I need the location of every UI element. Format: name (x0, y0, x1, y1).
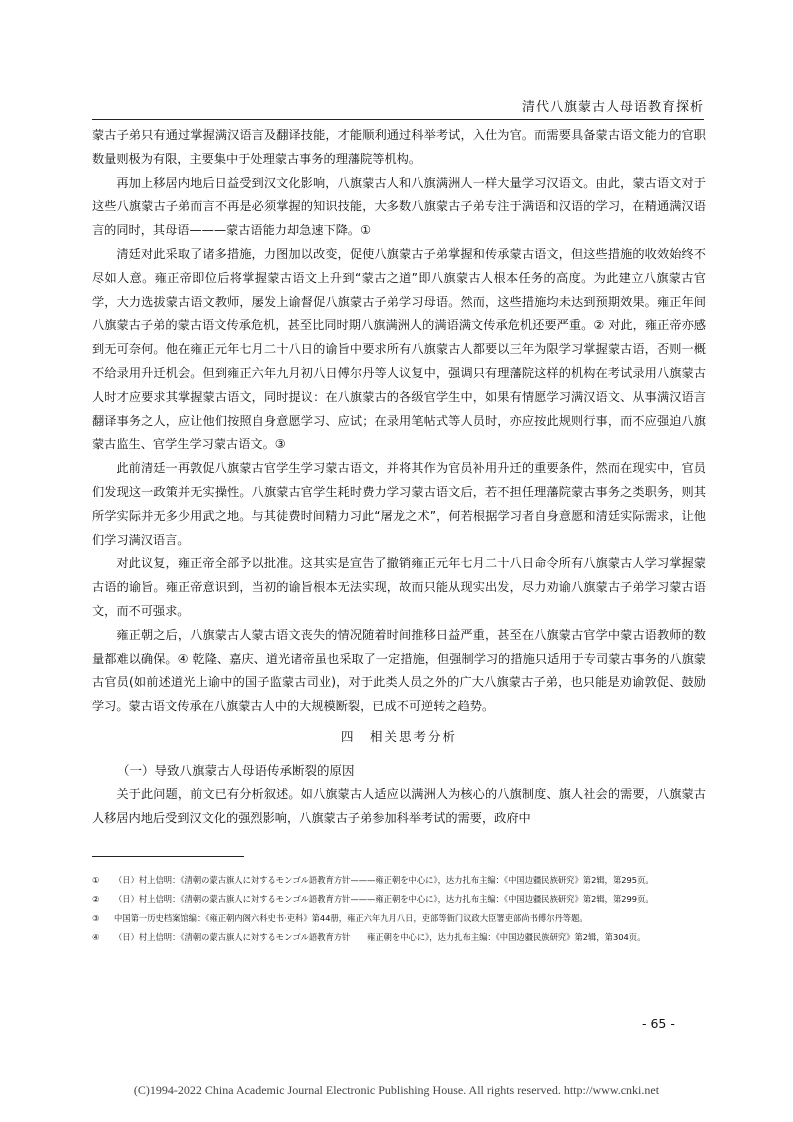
footnote-text: （日）村上信明：《清朝の蒙古旗人に対するモンゴル語教育方针 雍正朝を中心に》，达力扎布主编：《中国边疆民族研究》第2辑，第304页。 (114, 932, 646, 942)
footnote-text: 中国第一历史档案馆编：《雍正朝内阁六科史书·吏科》第44册，雍正六年九月八日，吏部等衙门议政大臣署吏部尚书傅尔丹等题。 (114, 913, 588, 923)
body-paragraph: 再加上移居内地后日益受到汉文化影响，八旗蒙古人和八旗满洲人一样大量学习汉语文。由此，蒙古语文对于这些八旗蒙古子弟而言不再是必须掌握的知识技能，大多数八旗蒙古子弟专注于满语和汉语的学习，在精通满汉语言的同时，其母语———蒙古语能力却急速下降。① (92, 175, 706, 238)
section-heading: 四 相关思考分析 (340, 728, 457, 744)
footnotes (92, 872, 704, 948)
page-number: - 65 - (642, 1016, 675, 1031)
footnote-mark: ③ (92, 913, 100, 923)
footnote (92, 872, 704, 888)
subsection-heading: （一）导致八旗蒙古人母语传承断裂的原因 (117, 762, 355, 778)
footnote-divider (92, 856, 244, 857)
footnote (92, 929, 704, 945)
footnote-text: （日）村上信明：《清朝の蒙古旗人に対するモンゴル語教育方针———雍正朝を中心に》，达力扎布主编：《中国边疆民族研究》第2辑，第299页。 (114, 894, 654, 904)
body-paragraph: 雍正朝之后，八旗蒙古人蒙古语文丧失的情况随着时间推移日益严重，甚至在八旗蒙古官学中蒙古语教师的数量都难以确保。④ 乾隆、嘉庆、道光诸帝虽也采取了一定措施，但强制学习的措施只适用于专司蒙古事务的八旗蒙古官员(如前述道光上谕中的国子监蒙古司业)，对于此类人员之外的广大八旗蒙古子弟，也只能是劝谕敦促、鼓励学习。蒙古语文传承在八旗蒙古人中的大规模断裂，已成不可逆转之趋势。 (92, 627, 706, 714)
body-paragraph: 对此议复，雍正帝全部予以批准。这其实是宣告了撤销雍正元年七月二十八日命令所有八旗蒙古人学习掌握蒙古语的谕旨。雍正帝意识到，当初的谕旨根本无法实现，故而只能从现实出发，尽力劝谕八旗蒙古子弟学习蒙古语文，而不可强求。 (92, 556, 706, 618)
footnote-text: （日）村上信明：《清朝の蒙古旗人に対するモンゴル語教育方针———雍正朝を中心に》，达力扎布主编：《中国边疆民族研究》第2辑，第295页。 (114, 875, 654, 885)
body-paragraph: 蒙古子弟只有通过掌握满汉语言及翻译技能，才能顺利通过科举考试，入仕为官。而需要具备蒙古语文能力的官职数量则极为有限，主要集中于处理蒙古事务的理藩院等机构。 (92, 128, 706, 166)
footnote (92, 891, 704, 907)
body-paragraph: 此前清廷一再敦促八旗蒙古官学生学习蒙古语文，并将其作为官员补用升迁的重要条件，然而在现实中，官员们发现这一政策并无实操性。八旗蒙古官学生耗时费力学习蒙古语文后，若不担任理藩院蒙古事务之类职务，则其所学实际并无多少用武之地。与其徒费时间精力习此“屠龙之术”，何若根据学习者自身意愿和清廷实际需求，让他们学习满汉语言。 (92, 461, 706, 547)
footnote (92, 910, 704, 926)
copyright-footer: (C)1994-2022 China Academic Journal Electronic Publishing House. All rights reserved. http://www.cnki.net (133, 1083, 660, 1097)
article-body (92, 124, 706, 831)
footnote-mark: ① (92, 875, 100, 885)
footnote-mark: ④ (92, 932, 100, 942)
body-paragraph: 关于此问题，前文已有分析叙述。如八旗蒙古人适应以满洲人为核心的八旗制度、旗人社会的需要，八旗蒙古人移居内地后受到汉文化的强烈影响，八旗蒙古子弟参加科举考试的需要，政府中 (92, 786, 706, 825)
running-header (92, 93, 704, 120)
footnote-mark: ② (92, 894, 100, 904)
journal-article-title: 清代八旗蒙古人母语教育探析 (521, 100, 704, 115)
body-paragraph: 清廷对此采取了诸多措施，力图加以改变，促使八旗蒙古子弟掌握和传承蒙古语文，但这些措施的收效始终不尽如人意。雍正帝即位后将掌握蒙古语文上升到“蒙古之道”即八旗蒙古人根本任务的高度。为此建立八旗蒙古官学，大力选拔蒙古语文教师，屡发上谕督促八旗蒙古子弟学习母语。然而，这些措施均未达到预期效果。雍正年间八旗蒙古子弟的蒙古语文传承危机，甚至比同时期八旗满洲人的满语满文传承危机还要严重。② 对此，雍正帝亦感到无可奈何。他在雍正元年七月二十八日的谕旨中要求所有八旗蒙古人都要以三年为限学习掌握蒙古语，否则一概不给录用升迁机会。但到雍正六年九月初八日傅尔丹等人议复中，强调只有理藩院这样的机构在考试录用八旗蒙古人时才应要求其掌握蒙古语文，同时提议：在八旗蒙古的各级官学生中，如果有情愿学习满汉语文、从事满汉语言翻译事务之人，应让他们按照自身意愿学习、应试；在录用笔帖式等人员时，亦应按此规则行事，而不应强迫八旗蒙古监生、官学生学习蒙古语文。③ (92, 246, 706, 452)
